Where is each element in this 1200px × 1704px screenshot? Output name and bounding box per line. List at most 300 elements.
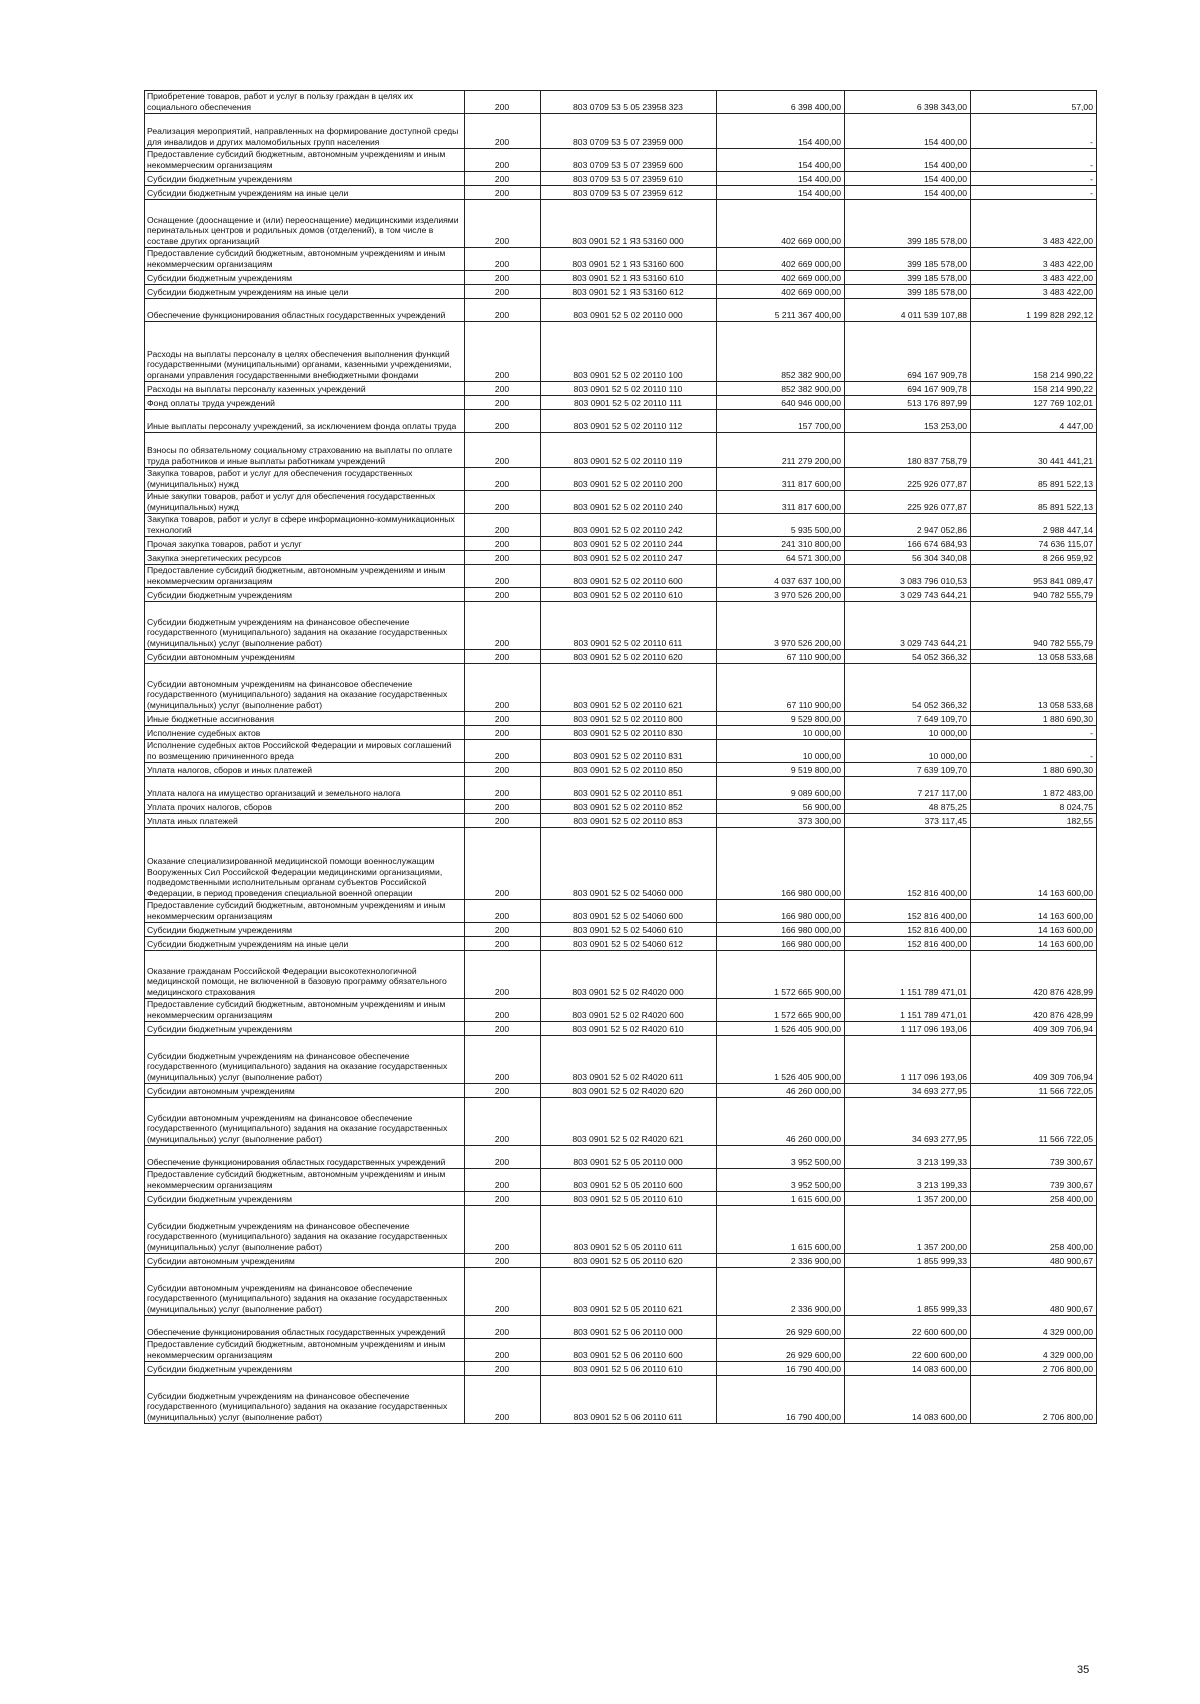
row-executed-amount: 152 816 400,00 <box>845 937 971 951</box>
table-row <box>145 186 1097 200</box>
row-unexecuted-amount: - <box>971 172 1097 186</box>
row-line-code: 200 <box>465 491 541 514</box>
row-approved-amount: 56 900,00 <box>717 800 845 814</box>
row-executed-amount: 225 926 077,87 <box>845 491 971 514</box>
row-line-code: 200 <box>465 1339 541 1362</box>
row-line-code: 200 <box>465 588 541 602</box>
row-executed-amount: 1 855 999,33 <box>845 1268 971 1316</box>
row-executed-amount: 3 029 743 644,21 <box>845 602 971 650</box>
row-line-code: 200 <box>465 800 541 814</box>
row-approved-amount: 166 980 000,00 <box>717 828 845 900</box>
row-budget-classification-code: 803 0901 52 5 02 54060 612 <box>541 937 717 951</box>
row-approved-amount: 1 572 665 900,00 <box>717 951 845 999</box>
row-executed-amount: 180 837 758,79 <box>845 433 971 468</box>
row-approved-amount: 5 211 367 400,00 <box>717 299 845 322</box>
row-unexecuted-amount: 3 483 422,00 <box>971 285 1097 299</box>
row-approved-amount: 16 790 400,00 <box>717 1362 845 1376</box>
table-row <box>145 1036 1097 1084</box>
row-line-code: 200 <box>465 650 541 664</box>
row-name: Предоставление субсидий бюджетным, автономным учреждениям и иным некоммерческим организациям <box>145 1339 465 1362</box>
table-row <box>145 271 1097 285</box>
row-budget-classification-code: 803 0901 52 5 02 54060 000 <box>541 828 717 900</box>
row-approved-amount: 3 952 500,00 <box>717 1146 845 1169</box>
row-executed-amount: 54 052 366,32 <box>845 650 971 664</box>
table-row <box>145 1098 1097 1146</box>
row-line-code: 200 <box>465 763 541 777</box>
table-row <box>145 814 1097 828</box>
row-executed-amount: 7 217 117,00 <box>845 777 971 800</box>
row-name: Предоставление субсидий бюджетным, автономным учреждениям и иным некоммерческим организациям <box>145 565 465 588</box>
row-approved-amount: 46 260 000,00 <box>717 1084 845 1098</box>
row-executed-amount: 3 083 796 010,53 <box>845 565 971 588</box>
row-budget-classification-code: 803 0901 52 5 02 20110 242 <box>541 514 717 537</box>
row-budget-classification-code: 803 0709 53 5 07 23959 612 <box>541 186 717 200</box>
row-budget-classification-code: 803 0901 52 5 02 20110 610 <box>541 588 717 602</box>
row-line-code: 200 <box>465 828 541 900</box>
row-unexecuted-amount: 3 483 422,00 <box>971 248 1097 271</box>
row-unexecuted-amount: 4 329 000,00 <box>971 1316 1097 1339</box>
row-approved-amount: 154 400,00 <box>717 114 845 149</box>
row-budget-classification-code: 803 0901 52 5 02 20110 112 <box>541 410 717 433</box>
row-unexecuted-amount: 85 891 522,13 <box>971 491 1097 514</box>
table-row <box>145 923 1097 937</box>
row-line-code: 200 <box>465 1146 541 1169</box>
row-name: Субсидии автономным учреждениям на финансовое обеспечение государственного (муниципального) задания на оказание государственных (муниципальных) услуг (выполнение работ) <box>145 1268 465 1316</box>
table-body <box>145 91 1097 1424</box>
row-name: Уплата налогов, сборов и иных платежей <box>145 763 465 777</box>
row-name: Приобретение товаров, работ и услуг в пользу граждан в целях их социального обеспечения <box>145 91 465 114</box>
row-budget-classification-code: 803 0901 52 5 02 20110 852 <box>541 800 717 814</box>
row-name: Субсидии автономным учреждениям <box>145 1084 465 1098</box>
row-unexecuted-amount: 480 900,67 <box>971 1268 1097 1316</box>
row-name: Субсидии автономным учреждениям на финансовое обеспечение государственного (муниципального) задания на оказание государственных (муниципальных) услуг (выполнение работ) <box>145 664 465 712</box>
row-unexecuted-amount: 158 214 990,22 <box>971 382 1097 396</box>
table-row <box>145 468 1097 491</box>
row-approved-amount: 311 817 600,00 <box>717 468 845 491</box>
row-executed-amount: 3 029 743 644,21 <box>845 588 971 602</box>
row-line-code: 200 <box>465 777 541 800</box>
row-name: Субсидии бюджетным учреждениям на иные цели <box>145 186 465 200</box>
row-budget-classification-code: 803 0901 52 1 Я3 53160 610 <box>541 271 717 285</box>
row-name: Иные бюджетные ассигнования <box>145 712 465 726</box>
row-line-code: 200 <box>465 1316 541 1339</box>
page-number: 35 <box>1077 1664 1090 1676</box>
row-line-code: 200 <box>465 726 541 740</box>
row-unexecuted-amount: 8 266 959,92 <box>971 551 1097 565</box>
row-name: Уплата иных платежей <box>145 814 465 828</box>
table-row <box>145 1146 1097 1169</box>
table-row <box>145 951 1097 999</box>
row-budget-classification-code: 803 0901 52 5 02 20110 000 <box>541 299 717 322</box>
row-budget-classification-code: 803 0901 52 5 06 20110 610 <box>541 1362 717 1376</box>
row-name: Исполнение судебных актов <box>145 726 465 740</box>
row-executed-amount: 399 185 578,00 <box>845 248 971 271</box>
row-executed-amount: 3 213 199,33 <box>845 1169 971 1192</box>
row-name: Уплата налога на имущество организаций и земельного налога <box>145 777 465 800</box>
row-unexecuted-amount: 13 058 533,68 <box>971 650 1097 664</box>
table-row <box>145 828 1097 900</box>
table-row <box>145 740 1097 763</box>
row-budget-classification-code: 803 0709 53 5 07 23959 600 <box>541 149 717 172</box>
row-approved-amount: 166 980 000,00 <box>717 937 845 951</box>
table-row <box>145 1268 1097 1316</box>
row-executed-amount: 1 151 789 471,01 <box>845 999 971 1022</box>
row-executed-amount: 1 151 789 471,01 <box>845 951 971 999</box>
table-row <box>145 1339 1097 1362</box>
row-name: Иные выплаты персоналу учреждений, за исключением фонда оплаты труда <box>145 410 465 433</box>
row-line-code: 200 <box>465 149 541 172</box>
row-budget-classification-code: 803 0709 53 5 07 23959 000 <box>541 114 717 149</box>
row-executed-amount: 10 000,00 <box>845 726 971 740</box>
row-name: Закупка энергетических ресурсов <box>145 551 465 565</box>
row-line-code: 200 <box>465 468 541 491</box>
row-executed-amount: 399 185 578,00 <box>845 271 971 285</box>
row-line-code: 200 <box>465 712 541 726</box>
table-row <box>145 200 1097 248</box>
row-approved-amount: 6 398 400,00 <box>717 91 845 114</box>
row-line-code: 200 <box>465 172 541 186</box>
row-name: Субсидии бюджетным учреждениям на финансовое обеспечение государственного (муниципального) задания на оказание государственных (муниципальных) услуг (выполнение работ) <box>145 1206 465 1254</box>
row-unexecuted-amount: 258 400,00 <box>971 1192 1097 1206</box>
row-approved-amount: 2 336 900,00 <box>717 1268 845 1316</box>
row-budget-classification-code: 803 0901 52 5 02 20110 110 <box>541 382 717 396</box>
row-line-code: 200 <box>465 322 541 382</box>
row-budget-classification-code: 803 0901 52 5 05 20110 611 <box>541 1206 717 1254</box>
row-unexecuted-amount: 953 841 089,47 <box>971 565 1097 588</box>
row-unexecuted-amount: - <box>971 149 1097 172</box>
row-name: Закупка товаров, работ и услуг для обеспечения государственных (муниципальных) нужд <box>145 468 465 491</box>
row-unexecuted-amount: 4 447,00 <box>971 410 1097 433</box>
table-row <box>145 1316 1097 1339</box>
row-budget-classification-code: 803 0709 53 5 05 23958 323 <box>541 91 717 114</box>
row-unexecuted-amount: 14 163 600,00 <box>971 937 1097 951</box>
row-name: Оказание гражданам Российской Федерации высокотехнологичной медицинской помощи, не включенной в базовую программу обязательного медицинского страхования <box>145 951 465 999</box>
row-line-code: 200 <box>465 1254 541 1268</box>
row-approved-amount: 311 817 600,00 <box>717 491 845 514</box>
row-budget-classification-code: 803 0901 52 5 05 20110 620 <box>541 1254 717 1268</box>
row-unexecuted-amount: 2 706 800,00 <box>971 1362 1097 1376</box>
row-line-code: 200 <box>465 382 541 396</box>
row-approved-amount: 3 952 500,00 <box>717 1169 845 1192</box>
table-row <box>145 410 1097 433</box>
row-line-code: 200 <box>465 248 541 271</box>
table-row <box>145 602 1097 650</box>
row-approved-amount: 5 935 500,00 <box>717 514 845 537</box>
row-line-code: 200 <box>465 1022 541 1036</box>
row-executed-amount: 154 400,00 <box>845 114 971 149</box>
row-executed-amount: 1 117 096 193,06 <box>845 1036 971 1084</box>
row-approved-amount: 10 000,00 <box>717 726 845 740</box>
table-row <box>145 726 1097 740</box>
row-budget-classification-code: 803 0901 52 5 02 20110 850 <box>541 763 717 777</box>
row-approved-amount: 166 980 000,00 <box>717 923 845 937</box>
row-unexecuted-amount: 1 880 690,30 <box>971 712 1097 726</box>
table-row <box>145 1206 1097 1254</box>
row-budget-classification-code: 803 0901 52 1 Я3 53160 600 <box>541 248 717 271</box>
row-unexecuted-amount: 420 876 428,99 <box>971 951 1097 999</box>
row-line-code: 200 <box>465 271 541 285</box>
table-row <box>145 800 1097 814</box>
row-approved-amount: 26 929 600,00 <box>717 1339 845 1362</box>
row-approved-amount: 67 110 900,00 <box>717 650 845 664</box>
row-approved-amount: 154 400,00 <box>717 149 845 172</box>
row-approved-amount: 9 519 800,00 <box>717 763 845 777</box>
row-executed-amount: 14 083 600,00 <box>845 1376 971 1424</box>
table-row <box>145 588 1097 602</box>
row-executed-amount: 152 816 400,00 <box>845 828 971 900</box>
row-budget-classification-code: 803 0709 53 5 07 23959 610 <box>541 172 717 186</box>
row-approved-amount: 3 970 526 200,00 <box>717 588 845 602</box>
table-row <box>145 1169 1097 1192</box>
row-name: Уплата прочих налогов, сборов <box>145 800 465 814</box>
row-unexecuted-amount: 14 163 600,00 <box>971 900 1097 923</box>
table-row <box>145 650 1097 664</box>
row-unexecuted-amount: 11 566 722,05 <box>971 1098 1097 1146</box>
row-executed-amount: 1 855 999,33 <box>845 1254 971 1268</box>
table-row <box>145 763 1097 777</box>
table-row <box>145 172 1097 186</box>
row-name: Предоставление субсидий бюджетным, автономным учреждениям и иным некоммерческим организациям <box>145 248 465 271</box>
row-unexecuted-amount: 2 988 447,14 <box>971 514 1097 537</box>
row-budget-classification-code: 803 0901 52 5 06 20110 611 <box>541 1376 717 1424</box>
row-approved-amount: 157 700,00 <box>717 410 845 433</box>
row-line-code: 200 <box>465 91 541 114</box>
row-unexecuted-amount: 14 163 600,00 <box>971 828 1097 900</box>
row-unexecuted-amount: 1 199 828 292,12 <box>971 299 1097 322</box>
row-unexecuted-amount: - <box>971 186 1097 200</box>
row-line-code: 200 <box>465 1036 541 1084</box>
row-name: Субсидии бюджетным учреждениям <box>145 923 465 937</box>
row-line-code: 200 <box>465 1169 541 1192</box>
row-line-code: 200 <box>465 285 541 299</box>
row-executed-amount: 6 398 343,00 <box>845 91 971 114</box>
row-approved-amount: 16 790 400,00 <box>717 1376 845 1424</box>
row-approved-amount: 10 000,00 <box>717 740 845 763</box>
row-unexecuted-amount: 409 309 706,94 <box>971 1022 1097 1036</box>
row-executed-amount: 225 926 077,87 <box>845 468 971 491</box>
row-executed-amount: 4 011 539 107,88 <box>845 299 971 322</box>
row-budget-classification-code: 803 0901 52 5 02 54060 600 <box>541 900 717 923</box>
row-approved-amount: 2 336 900,00 <box>717 1254 845 1268</box>
table-row <box>145 248 1097 271</box>
row-approved-amount: 1 526 405 900,00 <box>717 1022 845 1036</box>
row-unexecuted-amount: 30 441 441,21 <box>971 433 1097 468</box>
row-executed-amount: 1 357 200,00 <box>845 1192 971 1206</box>
row-approved-amount: 852 382 900,00 <box>717 322 845 382</box>
row-name: Расходы на выплаты персоналу в целях обеспечения выполнения функций государственными (муниципальными) органами, казенными учреждениями, органами управления государственными внебюджетными фондами <box>145 322 465 382</box>
table-row <box>145 396 1097 410</box>
table-row <box>145 551 1097 565</box>
row-line-code: 200 <box>465 551 541 565</box>
row-approved-amount: 1 615 600,00 <box>717 1206 845 1254</box>
row-name: Субсидии бюджетным учреждениям на иные цели <box>145 937 465 951</box>
row-approved-amount: 852 382 900,00 <box>717 382 845 396</box>
row-unexecuted-amount: 409 309 706,94 <box>971 1036 1097 1084</box>
row-executed-amount: 54 052 366,32 <box>845 664 971 712</box>
row-executed-amount: 3 213 199,33 <box>845 1146 971 1169</box>
row-line-code: 200 <box>465 1206 541 1254</box>
row-executed-amount: 694 167 909,78 <box>845 322 971 382</box>
row-name: Фонд оплаты труда учреждений <box>145 396 465 410</box>
row-approved-amount: 1 615 600,00 <box>717 1192 845 1206</box>
row-executed-amount: 2 947 052,86 <box>845 514 971 537</box>
row-name: Субсидии автономным учреждениям <box>145 1254 465 1268</box>
row-name: Закупка товаров, работ и услуг в сфере информационно-коммуникационных технологий <box>145 514 465 537</box>
row-budget-classification-code: 803 0901 52 5 02 R4020 600 <box>541 999 717 1022</box>
row-approved-amount: 46 260 000,00 <box>717 1098 845 1146</box>
row-name: Исполнение судебных актов Российской Федерации и мировых соглашений по возмещению причиненного вреда <box>145 740 465 763</box>
row-unexecuted-amount: 85 891 522,13 <box>971 468 1097 491</box>
row-name: Предоставление субсидий бюджетным, автономным учреждениям и иным некоммерческим организациям <box>145 149 465 172</box>
row-executed-amount: 14 083 600,00 <box>845 1362 971 1376</box>
row-budget-classification-code: 803 0901 52 5 02 54060 610 <box>541 923 717 937</box>
row-budget-classification-code: 803 0901 52 5 02 R4020 611 <box>541 1036 717 1084</box>
row-line-code: 200 <box>465 514 541 537</box>
table-row <box>145 777 1097 800</box>
row-budget-classification-code: 803 0901 52 5 06 20110 600 <box>541 1339 717 1362</box>
table-row <box>145 285 1097 299</box>
budget-execution-table <box>144 90 1097 1424</box>
row-line-code: 200 <box>465 565 541 588</box>
row-line-code: 200 <box>465 1098 541 1146</box>
row-executed-amount: 48 875,25 <box>845 800 971 814</box>
row-budget-classification-code: 803 0901 52 5 02 R4020 610 <box>541 1022 717 1036</box>
row-budget-classification-code: 803 0901 52 1 Я3 53160 612 <box>541 285 717 299</box>
row-unexecuted-amount: 739 300,67 <box>971 1169 1097 1192</box>
row-unexecuted-amount: 4 329 000,00 <box>971 1339 1097 1362</box>
row-budget-classification-code: 803 0901 52 5 02 20110 100 <box>541 322 717 382</box>
row-approved-amount: 9 089 600,00 <box>717 777 845 800</box>
row-budget-classification-code: 803 0901 52 5 02 20110 247 <box>541 551 717 565</box>
row-unexecuted-amount: 14 163 600,00 <box>971 923 1097 937</box>
row-unexecuted-amount: 3 483 422,00 <box>971 271 1097 285</box>
row-budget-classification-code: 803 0901 52 5 02 R4020 000 <box>541 951 717 999</box>
row-line-code: 200 <box>465 200 541 248</box>
row-line-code: 200 <box>465 937 541 951</box>
row-approved-amount: 154 400,00 <box>717 186 845 200</box>
row-line-code: 200 <box>465 299 541 322</box>
row-executed-amount: 154 400,00 <box>845 172 971 186</box>
row-line-code: 200 <box>465 602 541 650</box>
row-executed-amount: 7 639 109,70 <box>845 763 971 777</box>
row-budget-classification-code: 803 0901 52 5 02 20110 621 <box>541 664 717 712</box>
row-budget-classification-code: 803 0901 52 5 02 20110 240 <box>541 491 717 514</box>
table-row <box>145 565 1097 588</box>
row-name: Оснащение (дооснащение и (или) переоснащение) медицинскими изделиями перинатальных центров и родильных домов (отделений), в том числе в составе других организаций <box>145 200 465 248</box>
table-row <box>145 900 1097 923</box>
row-approved-amount: 373 300,00 <box>717 814 845 828</box>
row-name: Субсидии бюджетным учреждениям <box>145 271 465 285</box>
row-approved-amount: 402 669 000,00 <box>717 271 845 285</box>
row-executed-amount: 513 176 897,99 <box>845 396 971 410</box>
row-approved-amount: 154 400,00 <box>717 172 845 186</box>
row-executed-amount: 694 167 909,78 <box>845 382 971 396</box>
row-budget-classification-code: 803 0901 52 5 02 20110 830 <box>541 726 717 740</box>
row-approved-amount: 402 669 000,00 <box>717 285 845 299</box>
row-line-code: 200 <box>465 1376 541 1424</box>
row-approved-amount: 211 279 200,00 <box>717 433 845 468</box>
row-line-code: 200 <box>465 114 541 149</box>
row-budget-classification-code: 803 0901 52 5 02 20110 200 <box>541 468 717 491</box>
row-executed-amount: 154 400,00 <box>845 149 971 172</box>
row-name: Субсидии автономным учреждениям <box>145 650 465 664</box>
row-approved-amount: 1 526 405 900,00 <box>717 1036 845 1084</box>
row-budget-classification-code: 803 0901 52 5 02 20110 800 <box>541 712 717 726</box>
row-name: Прочая закупка товаров, работ и услуг <box>145 537 465 551</box>
table-row <box>145 91 1097 114</box>
row-executed-amount: 34 693 277,95 <box>845 1084 971 1098</box>
row-unexecuted-amount: 11 566 722,05 <box>971 1084 1097 1098</box>
row-budget-classification-code: 803 0901 52 5 05 20110 621 <box>541 1268 717 1316</box>
row-budget-classification-code: 803 0901 52 1 Я3 53160 000 <box>541 200 717 248</box>
row-line-code: 200 <box>465 999 541 1022</box>
row-budget-classification-code: 803 0901 52 5 02 20110 119 <box>541 433 717 468</box>
row-approved-amount: 9 529 800,00 <box>717 712 845 726</box>
row-unexecuted-amount: 739 300,67 <box>971 1146 1097 1169</box>
row-executed-amount: 152 816 400,00 <box>845 923 971 937</box>
row-line-code: 200 <box>465 433 541 468</box>
row-name: Субсидии бюджетным учреждениям на финансовое обеспечение государственного (муниципального) задания на оказание государственных (муниципальных) услуг (выполнение работ) <box>145 1036 465 1084</box>
row-unexecuted-amount: 13 058 533,68 <box>971 664 1097 712</box>
table-row <box>145 1362 1097 1376</box>
row-approved-amount: 402 669 000,00 <box>717 248 845 271</box>
row-executed-amount: 399 185 578,00 <box>845 285 971 299</box>
row-unexecuted-amount: 420 876 428,99 <box>971 999 1097 1022</box>
row-executed-amount: 1 357 200,00 <box>845 1206 971 1254</box>
row-approved-amount: 640 946 000,00 <box>717 396 845 410</box>
row-approved-amount: 241 310 800,00 <box>717 537 845 551</box>
row-executed-amount: 399 185 578,00 <box>845 200 971 248</box>
row-line-code: 200 <box>465 814 541 828</box>
row-line-code: 200 <box>465 537 541 551</box>
table-row <box>145 1084 1097 1098</box>
row-name: Обеспечение функционирования областных государственных учреждений <box>145 1316 465 1339</box>
row-budget-classification-code: 803 0901 52 5 02 20110 611 <box>541 602 717 650</box>
row-line-code: 200 <box>465 410 541 433</box>
row-budget-classification-code: 803 0901 52 5 02 20110 600 <box>541 565 717 588</box>
row-approved-amount: 1 572 665 900,00 <box>717 999 845 1022</box>
row-executed-amount: 10 000,00 <box>845 740 971 763</box>
row-name: Расходы на выплаты персоналу казенных учреждений <box>145 382 465 396</box>
row-line-code: 200 <box>465 664 541 712</box>
row-budget-classification-code: 803 0901 52 5 02 20110 851 <box>541 777 717 800</box>
row-unexecuted-amount: 940 782 555,79 <box>971 588 1097 602</box>
row-name: Предоставление субсидий бюджетным, автономным учреждениям и иным некоммерческим организациям <box>145 900 465 923</box>
row-name: Оказание специализированной медицинской помощи военнослужащим Вооруженных Сил Российской Федерации медицинскими организациями, подведомственными исполнительным органам субъектов Российской Федерации, в период проведения специальной военной операции <box>145 828 465 900</box>
row-unexecuted-amount: 258 400,00 <box>971 1206 1097 1254</box>
row-name: Субсидии автономным учреждениям на финансовое обеспечение государственного (муниципального) задания на оказание государственных (муниципальных) услуг (выполнение работ) <box>145 1098 465 1146</box>
table-row <box>145 537 1097 551</box>
row-executed-amount: 1 117 096 193,06 <box>845 1022 971 1036</box>
row-budget-classification-code: 803 0901 52 5 05 20110 000 <box>541 1146 717 1169</box>
row-name: Предоставление субсидий бюджетным, автономным учреждениям и иным некоммерческим организациям <box>145 1169 465 1192</box>
table-row <box>145 1192 1097 1206</box>
row-budget-classification-code: 803 0901 52 5 06 20110 000 <box>541 1316 717 1339</box>
row-unexecuted-amount: - <box>971 740 1097 763</box>
row-unexecuted-amount: 74 636 115,07 <box>971 537 1097 551</box>
row-name: Реализация мероприятий, направленных на формирование доступной среды для инвалидов и других маломобильных групп населения <box>145 114 465 149</box>
row-name: Обеспечение функционирования областных государственных учреждений <box>145 1146 465 1169</box>
row-name: Субсидии бюджетным учреждениям <box>145 172 465 186</box>
row-unexecuted-amount: 57,00 <box>971 91 1097 114</box>
row-name: Предоставление субсидий бюджетным, автономным учреждениям и иным некоммерческим организациям <box>145 999 465 1022</box>
row-budget-classification-code: 803 0901 52 5 02 20110 831 <box>541 740 717 763</box>
row-approved-amount: 3 970 526 200,00 <box>717 602 845 650</box>
row-approved-amount: 67 110 900,00 <box>717 664 845 712</box>
row-unexecuted-amount: 3 483 422,00 <box>971 200 1097 248</box>
table-row <box>145 149 1097 172</box>
table-row <box>145 1022 1097 1036</box>
